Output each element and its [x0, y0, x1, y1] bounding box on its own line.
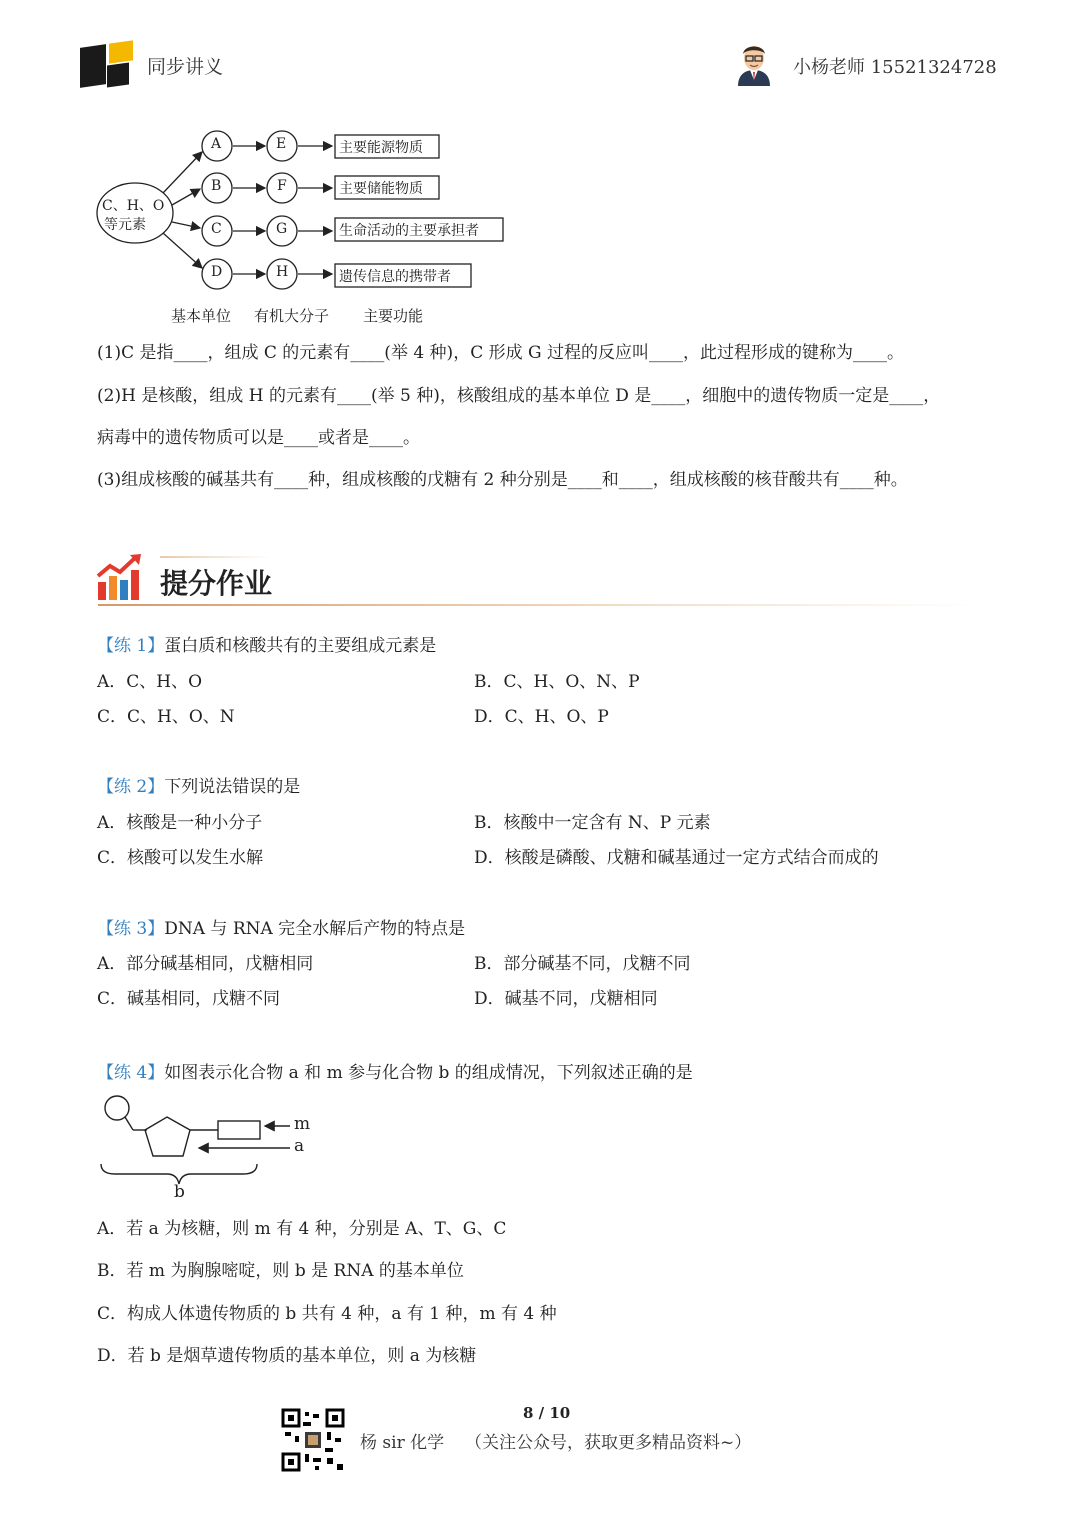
- option-a[interactable]: A．C、H、O: [97, 672, 203, 692]
- exercise-question: 蛋白质和核酸共有的主要组成元素是: [164, 636, 437, 656]
- exercise-tag: 【练 2】: [97, 777, 165, 797]
- avatar: [734, 40, 774, 86]
- unit-c: C: [211, 221, 222, 237]
- option-b[interactable]: B．部分碱基不同，戊糖不同: [474, 954, 691, 974]
- macro-h: H: [276, 264, 289, 280]
- label-main-function: 主要功能: [363, 307, 424, 325]
- teacher-contact: 小杨老师 15521324728: [793, 57, 997, 78]
- nucleotide-diagram: [95, 1092, 325, 1202]
- option-b[interactable]: B．若 m 为胸腺嘧啶，则 b 是 RNA 的基本单位: [97, 1261, 464, 1281]
- option-a[interactable]: A．核酸是一种小分子: [97, 813, 263, 833]
- question-2-line1: (2)H 是核酸，组成 H 的元素有____(举 5 种)，核酸组成的基本单位 D 是____，细胞中的遗传物质一定是____，: [97, 386, 941, 406]
- exercise-tag: 【练 3】: [97, 919, 165, 939]
- brand-name: 杨 sir 化学: [360, 1433, 445, 1453]
- exercise-tag: 【练 1】: [97, 636, 165, 656]
- label-a: a: [294, 1136, 305, 1156]
- question-3: (3)组成核酸的碱基共有____种，组成核酸的戊糖有 2 种分别是____和____，组成核酸的核苷酸共有____种。: [97, 470, 908, 490]
- label-basic-unit: 基本单位: [171, 307, 232, 325]
- option-d[interactable]: D．核酸是磷酸、戊糖和碱基通过一定方式结合而成的: [474, 848, 879, 868]
- exercise-question: 如图表示化合物 a 和 m 参与化合物 b 的组成情况，下列叙述正确的是: [164, 1063, 693, 1083]
- question-1: (1)C 是指____，组成 C 的元素有____(举 4 种)，C 形成 G 过程的反应叫____，此过程形成的键称为____。: [97, 343, 904, 363]
- question-2-line2: 病毒中的遗传物质可以是____或者是____。: [97, 428, 420, 448]
- macro-e: E: [276, 136, 287, 152]
- exercise-stem: [97, 631, 436, 656]
- unit-a: A: [211, 136, 222, 152]
- exercise-stem: [97, 772, 300, 797]
- option-c[interactable]: C．构成人体遗传物质的 b 共有 4 种，a 有 1 种，m 有 4 种: [97, 1304, 557, 1324]
- option-d[interactable]: D．若 b 是烟草遗传物质的基本单位，则 a 为核糖: [97, 1346, 477, 1366]
- option-c[interactable]: C．碱基相同，戊糖不同: [97, 989, 281, 1009]
- label-b: b: [174, 1182, 185, 1202]
- section-title: 提分作业: [160, 567, 273, 600]
- function-box-2: 主要储能物质: [339, 181, 423, 197]
- biomolecule-diagram: [90, 125, 530, 330]
- function-box-1: 主要能源物质: [339, 140, 423, 156]
- function-box-3: 生命活动的主要承担者: [339, 223, 479, 239]
- exercise-question: 下列说法错误的是: [164, 777, 301, 797]
- option-c[interactable]: C．核酸可以发生水解: [97, 848, 264, 868]
- unit-d: D: [211, 264, 223, 280]
- option-b[interactable]: B．C、H、O、N、P: [474, 672, 640, 692]
- chart-growth-icon: [96, 552, 146, 600]
- option-b[interactable]: B．核酸中一定含有 N、P 元素: [474, 813, 711, 833]
- option-d[interactable]: D．碱基不同，戊糖相同: [474, 989, 658, 1009]
- source-label-line1: C、H、O: [102, 198, 165, 214]
- unit-b: B: [211, 178, 222, 194]
- label-macromolecule: 有机大分子: [254, 307, 330, 325]
- qr-code-icon: [281, 1408, 345, 1472]
- function-box-4: 遗传信息的携带者: [339, 269, 451, 285]
- option-c[interactable]: C．C、H、O、N: [97, 707, 235, 727]
- exercise-stem: [97, 914, 465, 939]
- option-d[interactable]: D．C、H、O、P: [474, 707, 609, 727]
- exercise-stem: [97, 1058, 693, 1083]
- source-label-line2: 等元素: [104, 217, 146, 233]
- header-title: 同步讲义: [147, 56, 224, 78]
- macro-f: F: [277, 178, 287, 194]
- footer-note: （关注公众号，获取更多精品资料~）: [465, 1433, 752, 1453]
- section-underline: [98, 604, 978, 606]
- macro-g: G: [276, 221, 288, 237]
- page-number: 8 / 10: [523, 1404, 571, 1422]
- option-a[interactable]: A．若 a 为核糖，则 m 有 4 种，分别是 A、T、G、C: [97, 1219, 507, 1239]
- label-m: m: [294, 1114, 311, 1134]
- section-divider: [160, 556, 270, 558]
- option-a[interactable]: A．部分碱基相同，戊糖相同: [97, 954, 314, 974]
- exercise-question: DNA 与 RNA 完全水解后产物的特点是: [164, 919, 466, 939]
- exercise-tag: 【练 4】: [97, 1063, 165, 1083]
- logo-icon: [80, 42, 136, 90]
